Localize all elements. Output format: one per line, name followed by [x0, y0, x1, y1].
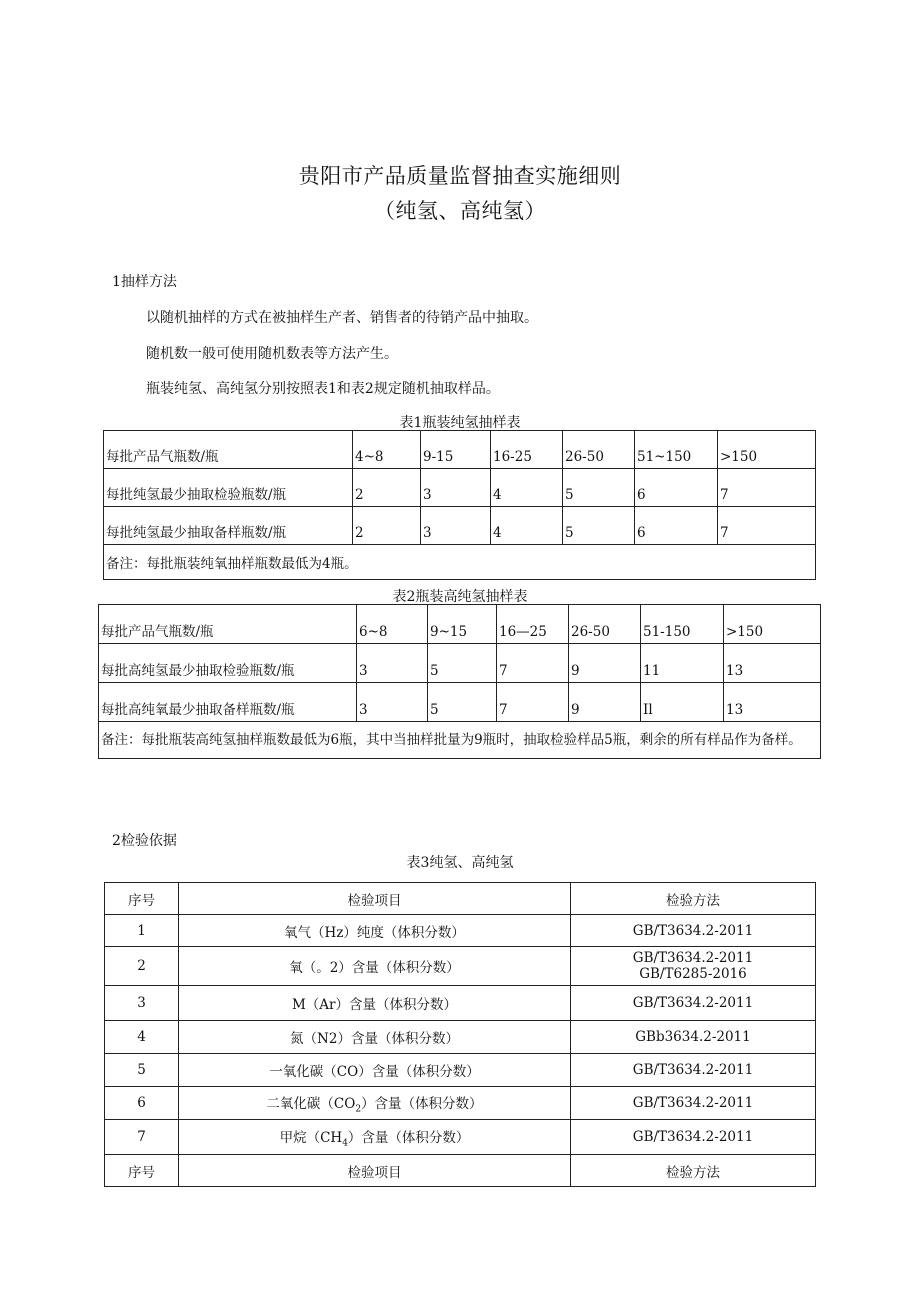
table-cell: 5: [428, 644, 497, 683]
method-line: GB/T6285-2016: [639, 966, 747, 982]
table-cell: 5: [105, 1054, 179, 1087]
table-cell: 3: [357, 683, 428, 722]
table-cell: 1: [105, 915, 179, 947]
table-row: [105, 915, 816, 947]
table-header-cell: 检验方法: [571, 1155, 816, 1187]
table-cell: 一氧化碳（CO）含量（体积分数）: [179, 1054, 571, 1087]
table-cell: 6~8: [357, 605, 428, 644]
section-heading-inspection-basis: 2检验依据: [112, 833, 177, 849]
table-cell: 7: [718, 507, 816, 545]
subscript: 2: [355, 1104, 362, 1115]
table-cell: 7: [105, 1120, 179, 1155]
table-cell: [179, 1087, 571, 1120]
table-header-cell: 序号: [105, 883, 179, 915]
table-cell: 6: [105, 1087, 179, 1120]
table-row: [104, 507, 816, 545]
table-header-cell: 序号: [105, 1155, 179, 1187]
table-cell: 16—25: [497, 605, 569, 644]
table-cell: 5: [563, 469, 635, 507]
table-row: [104, 469, 816, 507]
table-cell: 26-50: [569, 605, 641, 644]
table-row: [105, 986, 816, 1021]
paragraph: 瓶装纯氢、高纯氢分别按照表1和表2规定随机抽取样品。: [146, 381, 500, 397]
table-cell: 13: [724, 644, 821, 683]
table-cell: 每批高纯氧最少抽取备样瓶数/瓶: [99, 683, 357, 722]
item-text: ）含量（体积分数）: [361, 1095, 483, 1112]
table-cell: 26-50: [563, 431, 635, 469]
table-cell: 每批产品气瓶数/瓶: [104, 431, 353, 469]
table-cell: 氧气（Hz）纯度（体积分数）: [179, 915, 571, 947]
table-cell: Il: [641, 683, 724, 722]
table-cell: 5: [428, 683, 497, 722]
table-cell: 9: [569, 644, 641, 683]
table-header-row: [105, 883, 816, 915]
table-cell: >150: [718, 431, 816, 469]
table-cell: 9: [569, 683, 641, 722]
table-note-row: [99, 722, 821, 759]
paragraph: 随机数一般可使用随机数表等方法产生。: [146, 346, 398, 362]
table-cell: GB/T3634.2-2011: [571, 1087, 816, 1120]
table-row: [105, 947, 816, 986]
table-header-cell: 检验项目: [179, 883, 571, 915]
table-footer-row: [105, 1155, 816, 1187]
table-cell: [179, 1120, 571, 1155]
section-heading-sampling: 1抽样方法: [112, 274, 177, 290]
table-cell: 3: [357, 644, 428, 683]
table-cell: 6: [635, 469, 718, 507]
table3-inspection-items: [104, 882, 816, 1187]
table-header-cell: 检验项目: [179, 1155, 571, 1187]
table-row: [105, 1087, 816, 1120]
item-text: 甲烷（CH: [279, 1129, 343, 1146]
table-cell: 3: [421, 469, 491, 507]
table-cell: GB/T3634.2-2011: [571, 915, 816, 947]
paragraph: 以随机抽样的方式在被抽样生产者、销售者的待销产品中抽取。: [146, 310, 538, 326]
table-cell: 氮（N2）含量（体积分数）: [179, 1021, 571, 1054]
table2-high-purity-hydrogen-sampling: [98, 604, 821, 759]
table-cell: 11: [641, 644, 724, 683]
table-cell: 5: [563, 507, 635, 545]
method-line: GB/T3634.2-2011: [632, 950, 754, 966]
table-header-cell: 检验方法: [571, 883, 816, 915]
table-cell: 每批产品气瓶数/瓶: [99, 605, 357, 644]
table-cell: 7: [497, 683, 569, 722]
table-cell: 16-25: [491, 431, 563, 469]
table-note-row: [104, 545, 816, 580]
table-cell: 每批纯氢最少抽取检验瓶数/瓶: [104, 469, 353, 507]
item-text: 二氧化碳（CO: [266, 1095, 356, 1112]
table-row: [105, 1021, 816, 1054]
table-cell: 氧（。2）含量（体积分数）: [179, 947, 571, 986]
table-cell: >150: [724, 605, 821, 644]
table-cell: [571, 947, 816, 986]
table-row: [99, 644, 821, 683]
table3-caption: 表3纯氢、高纯氢: [406, 855, 514, 871]
table-cell: 每批高纯氢最少抽取检验瓶数/瓶: [99, 644, 357, 683]
document-title: 贵阳市产品质量监督抽查实施细则: [298, 164, 622, 188]
table-cell: 13: [724, 683, 821, 722]
table-cell: 4: [105, 1021, 179, 1054]
table-cell: 51-150: [641, 605, 724, 644]
table-cell: 4: [491, 469, 563, 507]
subscript: 4: [342, 1138, 348, 1149]
table-cell: M（Ar）含量（体积分数）: [179, 986, 571, 1021]
table1-note: 备注：每批瓶装纯氧抽样瓶数最低为4瓶。: [104, 545, 816, 580]
table-cell: 2: [105, 947, 179, 986]
table-cell: 4~8: [353, 431, 421, 469]
table-cell: 7: [718, 469, 816, 507]
table-cell: 每批纯氢最少抽取备样瓶数/瓶: [104, 507, 353, 545]
table-cell: 2: [353, 507, 421, 545]
table-cell: 4: [491, 507, 563, 545]
table1-caption: 表1瓶装纯氢抽样表: [399, 415, 521, 431]
table-cell: GB/T3634.2-2011: [571, 986, 816, 1021]
table-cell: GB/T3634.2-2011: [571, 1120, 816, 1155]
table-cell: GBb3634.2-2011: [571, 1021, 816, 1054]
table-cell: 7: [497, 644, 569, 683]
table2-caption: 表2瓶装高纯氢抽样表: [392, 589, 528, 605]
table-row: [105, 1054, 816, 1087]
table-cell: GB/T3634.2-2011: [571, 1054, 816, 1087]
table-cell: 3: [105, 986, 179, 1021]
table-cell: 9~15: [428, 605, 497, 644]
table-cell: 6: [635, 507, 718, 545]
table-row: [105, 1120, 816, 1155]
table-cell: 9-15: [421, 431, 491, 469]
table-row: [99, 605, 821, 644]
item-text: ）含量（体积分数）: [347, 1129, 470, 1146]
table-cell: 51~150: [635, 431, 718, 469]
table1-pure-hydrogen-sampling: [103, 430, 816, 580]
table2-note: 备注：每批瓶装高纯氢抽样瓶数最低为6瓶，其中当抽样批量为9瓶时，抽取检验样品5瓶，剩余的所有样品作为备样。: [99, 722, 821, 759]
table-row: [104, 431, 816, 469]
table-cell: 3: [421, 507, 491, 545]
table-row: [99, 683, 821, 722]
document-subtitle: （纯氢、高纯氢）: [374, 199, 546, 223]
table-cell: 2: [353, 469, 421, 507]
